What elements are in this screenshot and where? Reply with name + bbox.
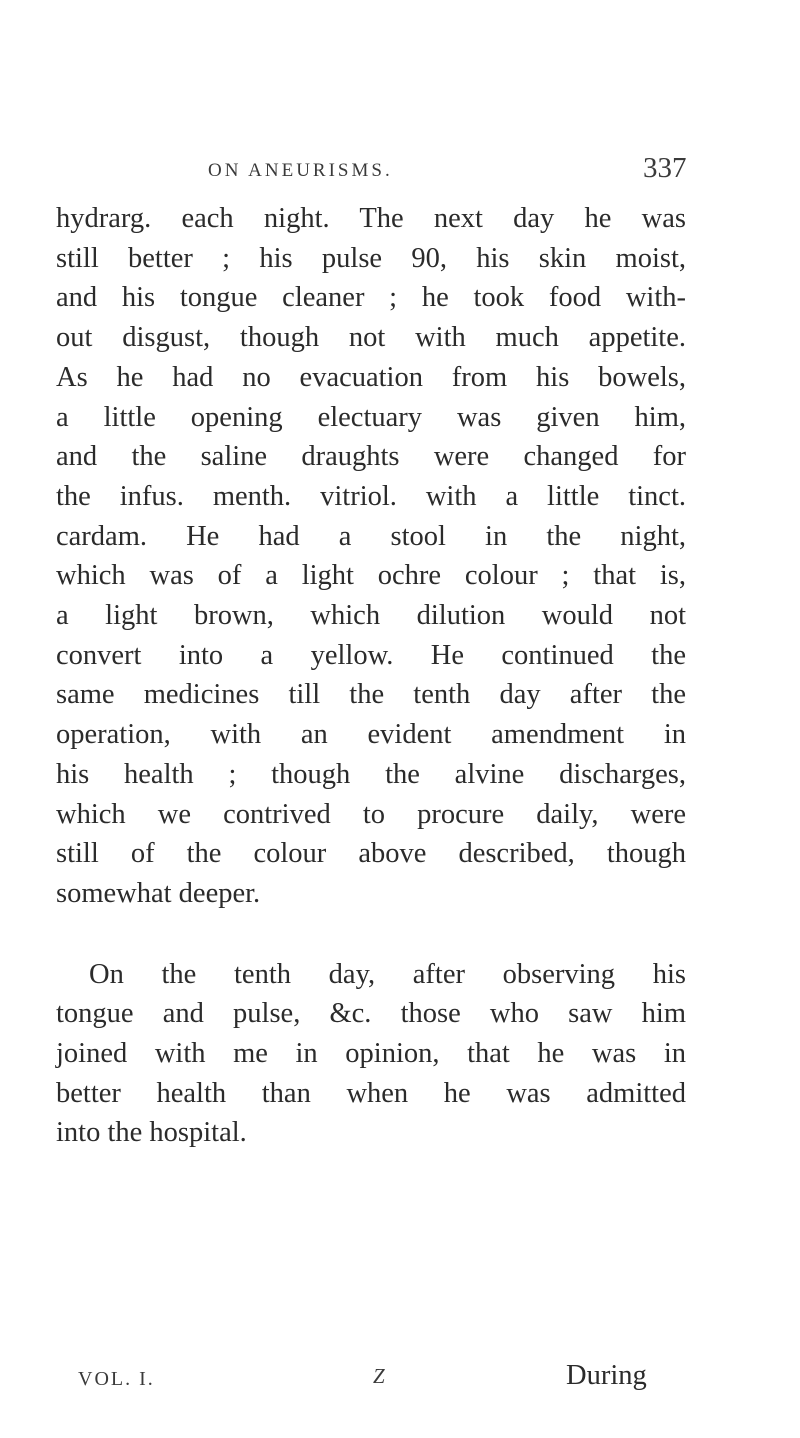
text-line: somewhat deeper. — [56, 877, 261, 909]
text-line: same medicines till the tenth day after the — [56, 679, 686, 711]
text-line: a light brown, which dilution would not — [56, 600, 686, 632]
page-footer — [0, 1362, 800, 1412]
page-number: 337 — [643, 152, 687, 184]
volume-signature: VOL. I. — [78, 1368, 155, 1390]
text-line: still better ; his pulse 90, his skin moist, — [56, 242, 686, 274]
text-line: and his tongue cleaner ; he took food with- — [56, 282, 686, 314]
text-line: which we contrived to procure daily, were — [56, 798, 686, 830]
paragraph-2 — [56, 955, 686, 1154]
text-line: tongue and pulse, &c. those who saw him — [56, 998, 686, 1030]
text-line: still of the colour above described, though — [56, 838, 686, 870]
paragraph-1 — [56, 199, 686, 914]
text-line: which was of a light ochre colour ; that is, — [56, 560, 686, 592]
text-line: operation, with an evident amendment in — [56, 719, 686, 751]
text-line: into the hospital. — [56, 1117, 247, 1149]
running-head: ON ANEURISMS. — [208, 160, 393, 181]
text-line: out disgust, though not with much appetite. — [56, 322, 686, 354]
signature-mark: Z — [373, 1364, 385, 1388]
text-line: and the saline draughts were changed for — [56, 441, 686, 473]
text-line: cardam. He had a stool in the night, — [56, 520, 686, 552]
text-line: hydrarg. each night. The next day he was — [56, 203, 686, 234]
text-line: convert into a yellow. He continued the — [56, 639, 686, 671]
page-header — [0, 152, 800, 190]
text-line: a little opening electuary was given him, — [56, 401, 686, 433]
text-line: On the tenth day, after observing his — [89, 958, 686, 990]
text-line: the infus. menth. vitriol. with a little tinct. — [56, 480, 686, 512]
text-line: As he had no evacuation from his bowels, — [56, 361, 686, 393]
text-line: better health than when he was admitted — [56, 1077, 686, 1109]
text-line: joined with me in opinion, that he was in — [56, 1038, 686, 1070]
paragraph-spacer — [56, 914, 686, 955]
catchword: During — [566, 1360, 647, 1391]
body-text — [56, 199, 686, 1153]
text-line: his health ; though the alvine discharges, — [56, 758, 686, 790]
